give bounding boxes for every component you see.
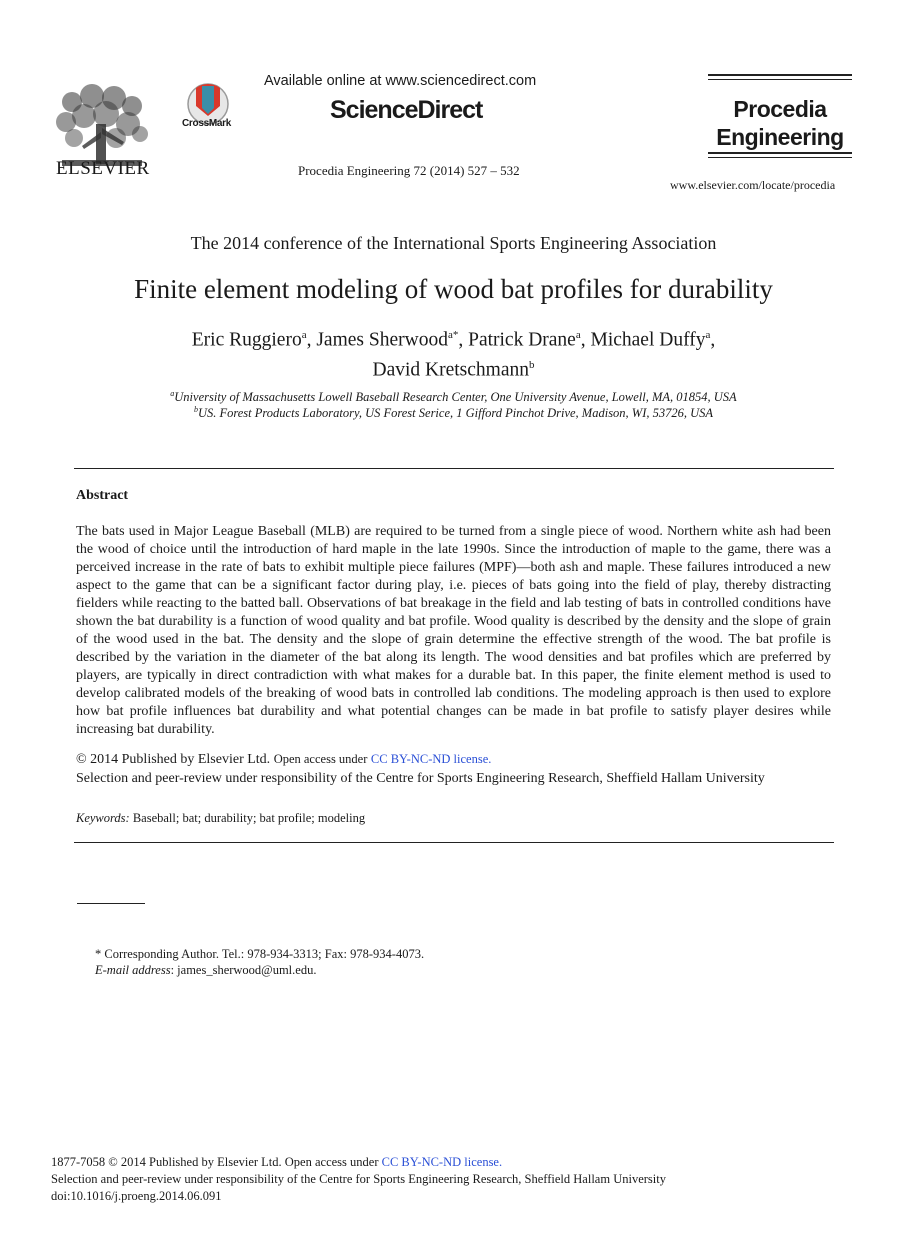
corresponding-author: * Corresponding Author. Tel.: 978-934-3313; Fax: 978-934-4073.	[95, 947, 425, 961]
affiliation-sup: b	[193, 405, 198, 414]
email-label: E-mail address	[95, 963, 171, 977]
crossmark-label: CrossMark	[182, 118, 231, 129]
elsevier-wordmark: ELSEVIER	[56, 158, 150, 179]
affiliation-text: University of Massachusetts Lowell Baseball Research Center, One University Avenue, Lowell, MA, 01854, USA	[174, 390, 737, 405]
footer-peer-review: Selection and peer-review under responsibility of the Centre for Sports Engineering Research, Sheffield Hallam University	[51, 1172, 666, 1186]
license-link[interactable]: CC BY-NC-ND license.	[370, 752, 492, 766]
journal-url[interactable]: www.elsevier.com/locate/procedia	[670, 178, 836, 192]
conference-name: The 2014 conference of the International Sports Engineering Association	[190, 233, 717, 253]
author-name: Eric Ruggiero	[191, 329, 302, 351]
author-affil-sup: a*	[447, 329, 459, 341]
affiliation-text: US. Forest Products Laboratory, US Forest Serice, 1 Gifford Pinchot Drive, Madison, WI, 53726, USA	[197, 406, 714, 421]
author-affil-sup: a	[301, 329, 307, 341]
paper-title: Finite element modeling of wood bat profiles for durability	[134, 274, 773, 304]
available-online-text[interactable]: Available online at www.sciencedirect.com	[264, 73, 537, 89]
author-line-1	[0, 323, 907, 353]
footer-issn-line	[51, 1155, 502, 1170]
author-name: , Patrick Drane	[458, 329, 576, 351]
journal-citation: Procedia Engineering 72 (2014) 527 – 532	[298, 163, 520, 178]
keywords-label: Keywords:	[76, 811, 130, 825]
affiliation-sup: a	[170, 389, 175, 398]
email-address	[95, 963, 316, 978]
journal-bottom-rule-thin	[708, 157, 852, 158]
footnote-rule	[77, 903, 145, 904]
author-affil-sup: b	[529, 358, 535, 371]
email-value[interactable]: : james_sherwood@uml.edu.	[170, 963, 317, 977]
author-name: , James Sherwood	[306, 329, 448, 351]
keywords-list: Baseball; bat; durability; bat profile; modeling	[132, 811, 366, 825]
copyright-published: © 2014 Published by Elsevier Ltd.	[76, 752, 271, 767]
journal-bottom-rule	[708, 152, 852, 154]
journal-top-rule-thin	[708, 79, 852, 80]
sciencedirect-wordmark: ScienceDirect	[330, 96, 483, 124]
author-line-2	[0, 353, 907, 383]
journal-name	[708, 95, 852, 151]
abstract-body: The bats used in Major League Baseball (MLB) are required to be turned from a single piece of wood. Northern white ash had been the wood of choice until the introduction of hard maple in the late 1990s. Since the introduction of maple to the game, there was a perceived increase in the rate of bats to exhibit multiple piece failures (MPF)—both ash and maple. These failures introduced a new aspect to the game that can be a significant factor during play, i.e. pieces of bats going into the field of play, thereby distracting fielders while reacting to the batted ball. Observations of bat breakage in the field and lab testing of bats in controlled conditions have shown the bat durability is a function of wood quality and bat profile. Wood quality is described by the density and the slope of grain of the wood used in the bat. The density and the slope of grain determine the effective strength of the wood. The bat profile is described by the variation in the diameter of the bat along its length. The wood densities and bat profiles which are preferred by players, are typically in direct contradiction with what makes for a durable bat. In this paper, the finite element method is used to develop calibrated models of the breaking of wood bats in controlled lab conditions. The modeling approach is then used to explore how bat profile influences bat durability and what potential changes can be made in bat profile to satisfy player desires while increasing bat durability.	[76, 524, 831, 737]
author-name: David Kretschmann	[372, 359, 529, 380]
author-separator: ,	[710, 329, 716, 351]
abstract-heading: Abstract	[76, 488, 129, 503]
affiliation-a	[0, 389, 907, 405]
abstract-bottom-rule	[74, 842, 834, 843]
copyright-line	[76, 752, 491, 768]
author-affil-sup: a	[705, 329, 711, 341]
author-name: , Michael Duffy	[580, 329, 706, 351]
abstract-top-rule	[74, 468, 834, 469]
footer-issn-text: 1877-7058 © 2014 Published by Elsevier Ltd. Open access under	[51, 1155, 379, 1169]
journal-name-line2: Engineering	[716, 124, 844, 150]
footer-doi[interactable]: doi:10.1016/j.proeng.2014.06.091	[51, 1189, 222, 1203]
journal-name-line1: Procedia	[733, 96, 827, 122]
peer-review-statement: Selection and peer-review under responsibility of the Centre for Sports Engineering Research, Sheffield Hallam University	[76, 771, 765, 786]
open-access-text: Open access under	[273, 752, 368, 766]
author-list	[0, 323, 907, 382]
author-affil-sup: a	[575, 329, 581, 341]
keywords	[76, 811, 365, 826]
journal-top-rule	[708, 74, 852, 76]
affiliation-b	[0, 405, 907, 421]
footer-license-link[interactable]: CC BY-NC-ND license.	[381, 1155, 503, 1169]
